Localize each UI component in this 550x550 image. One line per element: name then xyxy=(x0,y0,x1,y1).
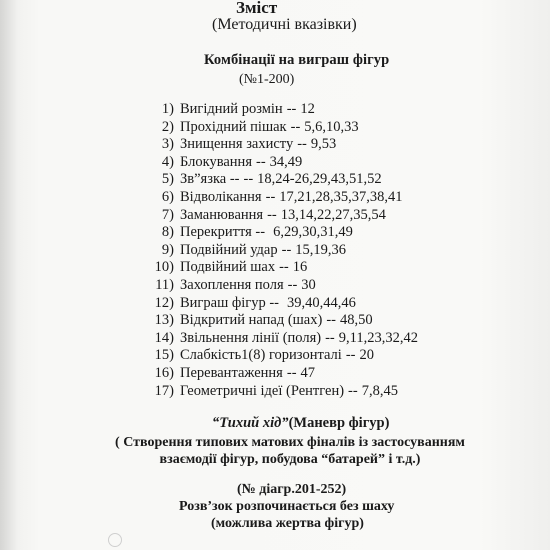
contents-item-separator: -- xyxy=(286,101,297,117)
contents-item xyxy=(140,242,418,260)
contents-item-separator: -- xyxy=(325,329,335,346)
contents-item-separator: -- xyxy=(286,364,297,381)
contents-item-number: 14) xyxy=(154,329,174,346)
contents-item-number: 3) xyxy=(161,136,174,153)
contents-item xyxy=(140,330,418,348)
contents-item-label: Подвійний шах xyxy=(180,259,276,276)
contents-item-separator: -- xyxy=(287,276,298,293)
contents-item-separator: -- xyxy=(243,171,254,188)
contents-item-label: Захоплення поля xyxy=(180,276,284,293)
contents-item xyxy=(140,171,418,189)
contents-item-label: Слабкість1(8) горизонталі xyxy=(180,347,342,364)
contents-item-refs: 20 xyxy=(359,347,374,364)
contents-item xyxy=(140,259,418,277)
contents-item-number: 10) xyxy=(154,259,174,276)
contents-item-refs: 9,11,23,32,42 xyxy=(338,329,418,346)
contents-item-label: Виграш фігур -- xyxy=(180,294,280,311)
contents-list xyxy=(140,101,418,400)
contents-item-separator: -- xyxy=(256,153,266,170)
contents-item-label: Перевантаження xyxy=(180,364,283,381)
contents-item-separator: -- xyxy=(297,136,307,153)
contents-item-number: 2) xyxy=(161,118,174,135)
contents-item xyxy=(140,224,418,242)
contents-item xyxy=(140,119,418,137)
contents-item-refs: 34,49 xyxy=(269,153,303,170)
contents-item xyxy=(140,207,418,225)
diagram-range: (№ діагр.201-252) xyxy=(237,482,347,497)
contents-item-label: Вигідний розмін xyxy=(180,101,283,117)
contents-item-label: Подвійний удар xyxy=(180,241,278,258)
contents-item xyxy=(140,365,418,383)
contents-item-separator: -- xyxy=(326,312,336,329)
contents-item-label: Знищення захисту xyxy=(180,136,294,153)
contents-item-label: Відкритий напад (шах) xyxy=(180,312,323,329)
contents-item xyxy=(140,383,418,401)
contents-item xyxy=(140,154,418,172)
quiet-move-title-italic: “Тихий хід” xyxy=(212,415,289,431)
contents-item-separator: -- xyxy=(267,206,277,223)
contents-item-separator: -- xyxy=(279,259,289,276)
contents-item-number: 12) xyxy=(154,294,174,311)
contents-item-refs: 18,24-26,29,43,51,52 xyxy=(257,171,382,188)
contents-item-separator: -- xyxy=(348,382,358,399)
contents-item-number: 6) xyxy=(161,188,174,205)
contents-item-refs: 16 xyxy=(292,259,308,276)
contents-item-label: Звільнення лінії (поля) xyxy=(180,329,322,346)
page-subtitle: (Методичні вказівки) xyxy=(212,16,357,33)
contents-item-separator: -- xyxy=(345,347,356,364)
contents-item-number: 15) xyxy=(154,347,174,364)
contents-item-refs: 17,21,28,35,37,38,41 xyxy=(279,188,403,205)
contents-item-number: 16) xyxy=(154,364,174,381)
contents-item xyxy=(140,101,418,119)
quiet-move-description: ( Створення типових матових фіналів із застосуванням взаємодії фігур, побудова “батарей” і т.д.) xyxy=(115,435,465,467)
quiet-move-title-rest: (Маневр фігур) xyxy=(288,415,390,431)
contents-item-number: 17) xyxy=(154,382,174,399)
section-heading: Комбінації на виграш фігур xyxy=(204,52,390,68)
contents-item-number: 13) xyxy=(154,312,174,329)
contents-item-number: 4) xyxy=(161,153,174,170)
contents-item-refs: 6,29,30,31,49 xyxy=(273,224,353,241)
contents-item-label: Зв”язка -- xyxy=(180,171,240,188)
contents-item-refs: 48,50 xyxy=(340,312,373,329)
contents-item xyxy=(140,312,418,330)
contents-item-number: 7) xyxy=(161,206,174,223)
contents-item-label: Заманювання xyxy=(180,206,264,223)
contents-item xyxy=(140,295,418,313)
contents-item-label: Перекриття -- xyxy=(180,224,266,241)
contents-item-separator: -- xyxy=(265,188,276,205)
contents-item-label: Відволікання xyxy=(180,188,262,205)
contents-item-refs: 15,19,36 xyxy=(295,241,347,258)
contents-item-number: 8) xyxy=(161,224,174,241)
contents-item-refs: 7,8,45 xyxy=(361,382,398,399)
contents-item-number: 11) xyxy=(155,276,174,293)
contents-item-label: Геометричні ідеї (Рентген) xyxy=(180,382,345,399)
contents-item xyxy=(140,277,418,295)
contents-item-label: Блокування xyxy=(180,153,252,170)
note-line-1: Розв’зок розпочинається без шаху xyxy=(179,499,395,514)
contents-item-number: 9) xyxy=(161,241,174,258)
page-edge-shadow xyxy=(0,0,18,550)
contents-item-separator: -- xyxy=(290,118,301,135)
contents-item-refs: 5,6,10,33 xyxy=(304,118,359,135)
contents-item-separator: -- xyxy=(281,241,292,258)
contents-item-label: Прохідний пішак xyxy=(180,118,287,135)
contents-item xyxy=(140,347,418,365)
contents-item xyxy=(140,189,418,207)
contents-item-refs: 39,40,44,46 xyxy=(287,294,356,311)
contents-item-refs: 12 xyxy=(300,101,315,117)
circle-mark-icon xyxy=(108,533,122,547)
contents-item xyxy=(140,136,418,154)
contents-item-refs: 13,14,22,27,35,54 xyxy=(280,206,386,223)
section-range: (№1-200) xyxy=(239,72,295,87)
quiet-move-title xyxy=(212,415,389,432)
note-line-2: (можлива жертва фігур) xyxy=(211,516,364,531)
contents-item-number: 1) xyxy=(161,101,174,117)
contents-item-refs: 9,53 xyxy=(310,136,337,153)
contents-item-refs: 47 xyxy=(300,364,316,381)
contents-item-number: 5) xyxy=(161,171,174,188)
contents-item-refs: 30 xyxy=(301,276,316,293)
page-title: Зміст xyxy=(236,0,278,17)
